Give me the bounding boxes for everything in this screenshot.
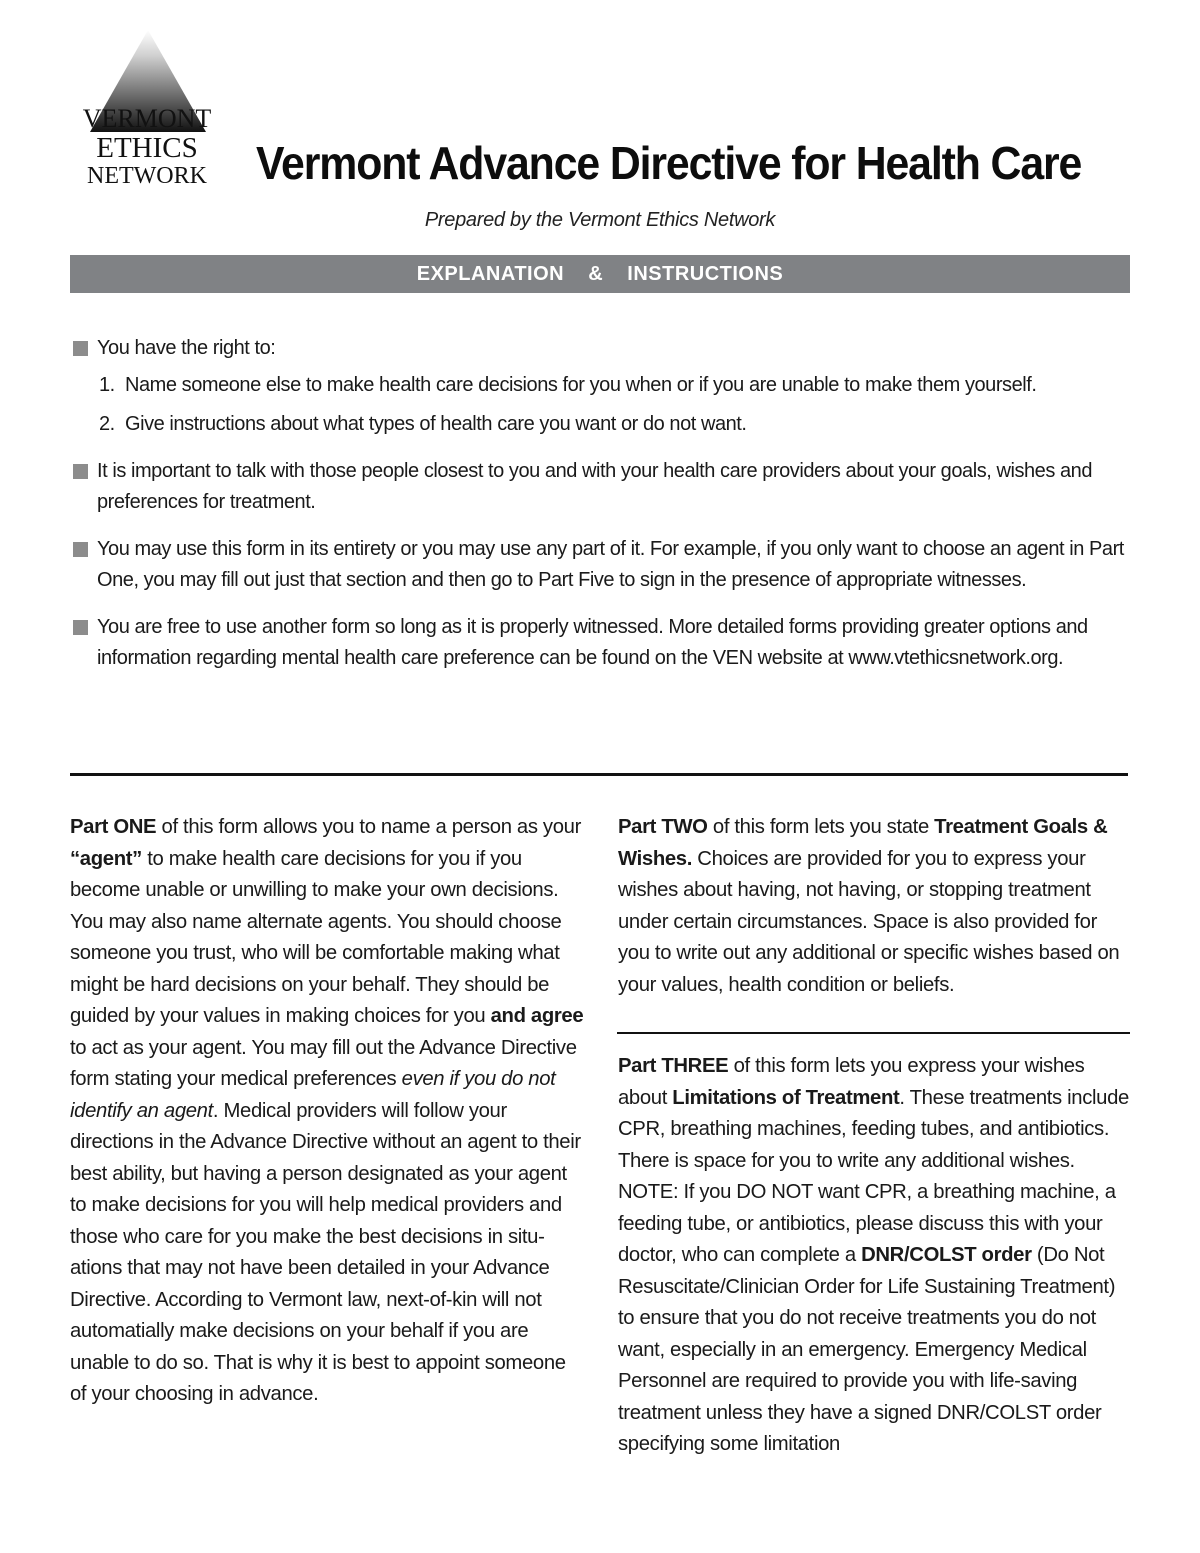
and-agree-emphasis: and agree (490, 1005, 584, 1027)
bullet-use-form (70, 534, 1135, 596)
text: (Do Not Resuscitate/Clinician Order for Life Sustaining Treatment) to ensure that you do not receive treatments you do not want, especially in an emergency. Emergency Medical Personnel are required to provide you with life-saving treatment unless they have a signed DNR/COLST order specifying some limitation (618, 1244, 1116, 1455)
no-agent-emphasis: even if you do not identify an agent (70, 1068, 556, 1122)
vermont-ethics-network-logo (62, 28, 232, 193)
item-text: Name someone else to make health care decisions for you when or if you are unable to make them yourself. (125, 374, 1037, 396)
instructions-list (70, 333, 1135, 690)
part-three-label: Part THREE (618, 1055, 729, 1077)
square-bullet-icon (73, 464, 88, 479)
column-divider (617, 1032, 1130, 1034)
text: to act as your agent. You may fill out the Advance Directive form stating your medical preferences (70, 1036, 577, 1090)
bullet-other-form (70, 612, 1135, 674)
logo-text-vermont: VERMONT (82, 104, 212, 133)
item-text: Give instructions about what types of health care you want or do not want. (125, 413, 747, 435)
bullet-rights (70, 333, 1135, 440)
logo-text-ethics: ETHICS (96, 132, 198, 164)
page-subtitle: Prepared by the Vermont Ethics Network (424, 209, 776, 231)
text: Choices are provided for you to express your wishes about having, not having, or stopping treatment under certain circumstances. Space is also provided for you to write out any additional or specific wishes based on your values, health condition or beliefs. (618, 847, 1120, 996)
part-three-description (618, 1051, 1133, 1461)
square-bullet-icon (73, 341, 88, 356)
text: to make health care decisions for you if you become unable or unwilling to make your own decisions. You may also name alternate agents. You should choose someone you trust, who will be comfortable making what might be hard decisions on your behalf. They should be guided by your values in making choices for you (70, 847, 562, 1027)
part-two-description (618, 812, 1133, 1001)
bullet-text: You have the right to: (97, 337, 276, 359)
treatment-goals-emphasis: Treatment Goals & Wishes. (618, 816, 1108, 870)
text: . These treatments include CPR, breathing machines, feeding tubes, and antibiotics. There is space for you to write any additional wishes. NOTE: If you DO NOT want CPR, a breathing machine, a feeding tube, or antibiotics, please discuss this with your doctor, who can complete a (618, 1086, 1129, 1266)
rights-item (97, 370, 1135, 401)
rights-sublist (97, 370, 1135, 440)
bullet-text: You may use this form in its entirety or you may use any part of it. For example, if you only want to choose an agent in Part One, you may fill out just that section and then go to Part Five to sign in the presence of appropriate witnesses. (97, 538, 1124, 591)
bullet-text: It is important to talk with those people closest to you and with your health care providers about your goals, wishes and preferences for treatment. (97, 460, 1093, 513)
agent-term: “agent” (70, 847, 142, 870)
dnr-colst-emphasis: DNR/COLST order (861, 1244, 1032, 1266)
square-bullet-icon (73, 620, 88, 635)
bullet-talk (70, 456, 1135, 518)
text: of this form allows you to name a person as your (156, 816, 581, 838)
part-one-label: Part ONE (70, 816, 157, 838)
bullet-text: You are free to use another form so long as it is properly witnessed. More detailed forms providing greater options and information regarding mental health care preference can be found on the VEN website at www.vtethicsnetwork.org. (97, 616, 1088, 669)
part-one-description (70, 812, 585, 1411)
page-title: Vermont Advance Directive for Health Care (256, 137, 1082, 189)
item-number: 1. (99, 374, 115, 396)
text: of this form lets you state (707, 816, 935, 838)
item-number: 2. (99, 413, 115, 435)
text: of this form lets you express your wishes about (618, 1055, 1085, 1109)
square-bullet-icon (73, 542, 88, 557)
rights-item (97, 409, 1135, 440)
logo-text-network: NETWORK (87, 163, 207, 189)
part-two-label: Part TWO (618, 816, 708, 838)
limitations-emphasis: Limitations of Treatment (672, 1086, 900, 1109)
text: . Medical providers will follow your directions in the Advance Directive without an agent to their best ability, but having a person designated as your agent to make decisions for you will help medical providers and those who care for you make the best decisions in situations that may not have been detailed in your Advance Directive. According to Vermont law, next-of-kin will not automatially make decisions on your behalf if you are unable to do so. That is why it is best to appoint someone of your choosing in advance. (70, 1099, 581, 1405)
horizontal-divider (70, 773, 1128, 776)
section-header-label: EXPLANATION & INSTRUCTIONS (416, 263, 784, 285)
section-header-bar (70, 255, 1130, 293)
